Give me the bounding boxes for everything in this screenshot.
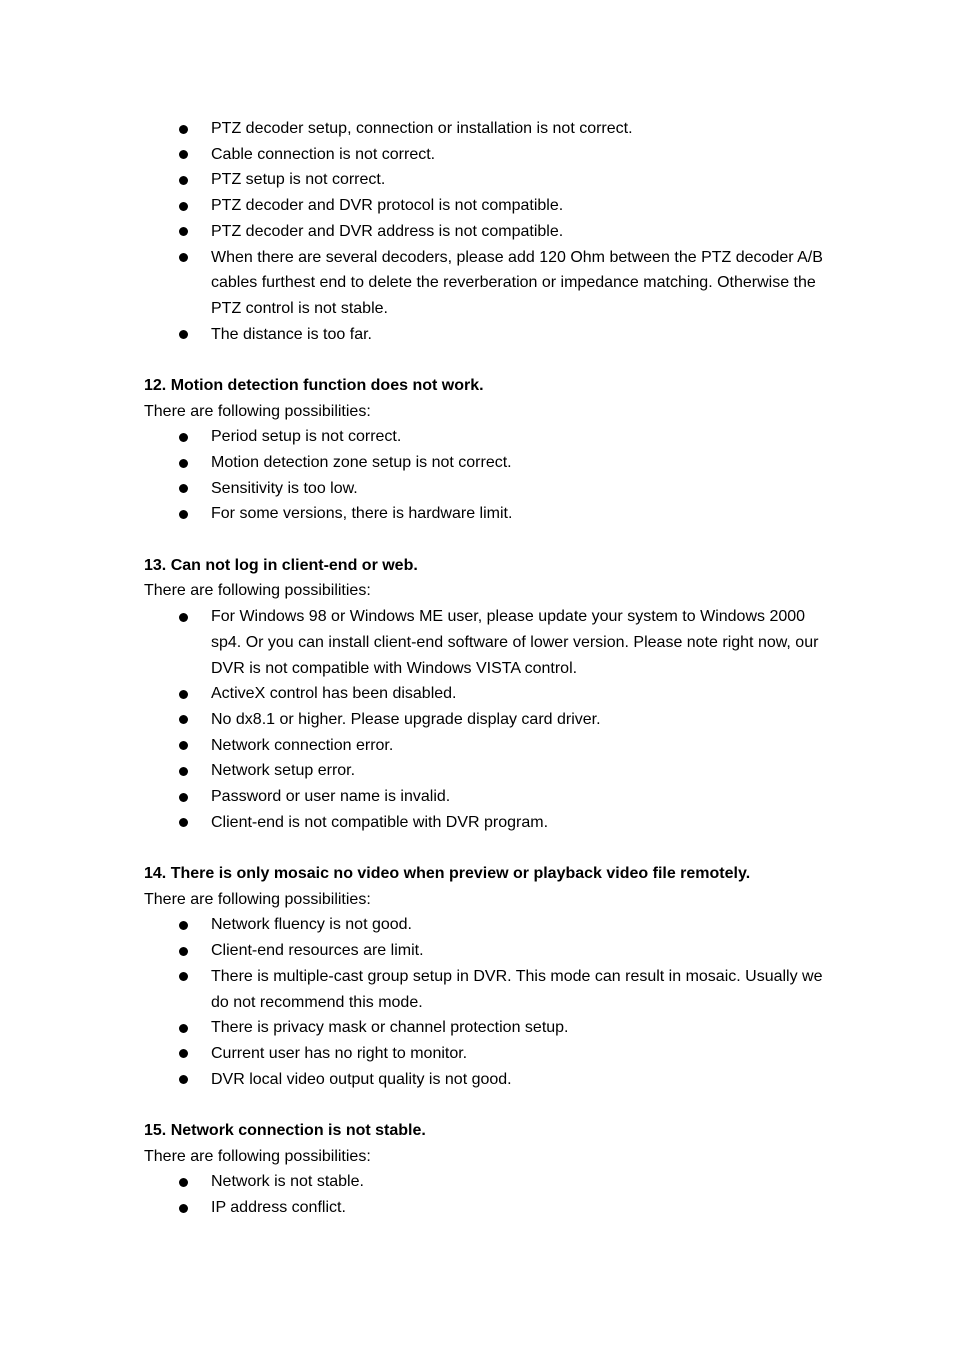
list-item (211, 681, 824, 707)
list-item (211, 142, 824, 168)
list-item-text: Network is not stable. (211, 1173, 364, 1191)
list-item-text: ActiveX control has been disabled. (211, 685, 457, 703)
possibility-list (144, 912, 824, 1092)
bullet-icon (179, 1178, 188, 1187)
list-item (211, 758, 824, 784)
list-item (211, 1169, 824, 1195)
troubleshooting-section (144, 861, 824, 1092)
list-item (211, 219, 824, 245)
list-item-text: The distance is too far. (211, 325, 372, 343)
troubleshooting-section (144, 116, 824, 347)
list-item (211, 424, 824, 450)
list-item-text: Client-end resources are limit. (211, 942, 424, 960)
bullet-icon (179, 793, 188, 802)
list-item-text: Sensitivity is too low. (211, 479, 358, 497)
list-item-text: Cable connection is not correct. (211, 145, 436, 163)
list-item-text: Motion detection zone setup is not correct. (211, 454, 512, 472)
bullet-icon (179, 125, 188, 134)
section-intro: There are following possibilities: (144, 1147, 371, 1165)
list-item-text: PTZ decoder and DVR address is not compatible. (211, 222, 564, 240)
list-item (211, 193, 824, 219)
list-item (211, 784, 824, 810)
list-item (211, 604, 824, 681)
section-intro: There are following possibilities: (144, 890, 371, 908)
list-item (211, 733, 824, 759)
list-item (211, 167, 824, 193)
list-item-text: Network fluency is not good. (211, 916, 412, 934)
list-item-text: Network connection error. (211, 736, 394, 754)
list-item-text: Period setup is not correct. (211, 428, 402, 446)
section-heading: 13. Can not log in client-end or web. (144, 556, 418, 574)
list-item-text: DVR local video output quality is not good. (211, 1070, 512, 1088)
list-item (211, 322, 824, 348)
list-item-text: Current user has no right to monitor. (211, 1044, 468, 1062)
section-intro: There are following possibilities: (144, 582, 371, 600)
possibility-list (144, 116, 824, 347)
bullet-icon (179, 253, 188, 262)
bullet-icon (179, 1204, 188, 1213)
troubleshooting-section (144, 553, 824, 836)
bullet-icon (179, 433, 188, 442)
list-item-text: No dx8.1 or higher. Please upgrade display card driver. (211, 710, 601, 728)
bullet-icon (179, 818, 188, 827)
list-item (211, 707, 824, 733)
bullet-icon (179, 690, 188, 699)
list-item (211, 245, 824, 322)
list-item-text: PTZ decoder setup, connection or installation is not correct. (211, 120, 633, 137)
list-item (211, 964, 824, 1015)
bullet-icon (179, 484, 188, 493)
section-heading: 15. Network connection is not stable. (144, 1121, 426, 1139)
bullet-icon (179, 330, 188, 339)
list-item-text: Client-end is not compatible with DVR program. (211, 813, 549, 831)
possibility-list (144, 424, 824, 527)
list-item (211, 912, 824, 938)
list-item-text: There is multiple-cast group setup in DVR. This mode can result in mosaic. Usually we do not recommend this mode. (211, 967, 823, 1011)
bullet-icon (179, 1024, 188, 1033)
list-item (211, 476, 824, 502)
list-item (211, 1015, 824, 1041)
bullet-icon (179, 767, 188, 776)
list-item-text: Password or user name is invalid. (211, 788, 451, 806)
section-intro: There are following possibilities: (144, 402, 371, 420)
list-item (211, 1041, 824, 1067)
list-item (211, 1067, 824, 1093)
bullet-icon (179, 972, 188, 981)
bullet-icon (179, 176, 188, 185)
bullet-icon (179, 202, 188, 211)
troubleshooting-section (144, 1118, 824, 1221)
possibility-list (144, 604, 824, 835)
document-content (144, 116, 824, 1221)
list-item-text: For some versions, there is hardware limit. (211, 505, 513, 523)
bullet-icon (179, 947, 188, 956)
bullet-icon (179, 510, 188, 519)
list-item-text: Network setup error. (211, 762, 356, 780)
bullet-icon (179, 715, 188, 724)
list-item-text: There is privacy mask or channel protection setup. (211, 1019, 569, 1037)
list-item-text: PTZ decoder and DVR protocol is not compatible. (211, 197, 564, 215)
bullet-icon (179, 227, 188, 236)
section-heading: 12. Motion detection function does not work. (144, 376, 484, 394)
bullet-icon (179, 741, 188, 750)
list-item (211, 1195, 824, 1221)
troubleshooting-section (144, 373, 824, 527)
bullet-icon (179, 613, 188, 622)
bullet-icon (179, 150, 188, 159)
section-heading: 14. There is only mosaic no video when preview or playback video file remotely. (144, 865, 751, 883)
list-item (211, 938, 824, 964)
list-item (211, 810, 824, 836)
bullet-icon (179, 921, 188, 930)
list-item-text: IP address conflict. (211, 1199, 346, 1217)
list-item-text: When there are several decoders, please add 120 Ohm between the PTZ decoder A/B cables furthest end to delete the reverberation or impedance matching. Otherwise the PTZ control is not stable. (211, 248, 823, 317)
list-item-text: PTZ setup is not correct. (211, 171, 386, 189)
bullet-icon (179, 1075, 188, 1084)
list-item (211, 116, 824, 142)
list-item (211, 501, 824, 527)
possibility-list (144, 1169, 824, 1220)
bullet-icon (179, 1049, 188, 1058)
list-item-text: For Windows 98 or Windows ME user, please update your system to Windows 2000 sp4. Or you can install client-end software of lower version. Please note right now, our DVR is not compatible with Windows VISTA control. (211, 608, 819, 677)
list-item (211, 450, 824, 476)
bullet-icon (179, 459, 188, 468)
